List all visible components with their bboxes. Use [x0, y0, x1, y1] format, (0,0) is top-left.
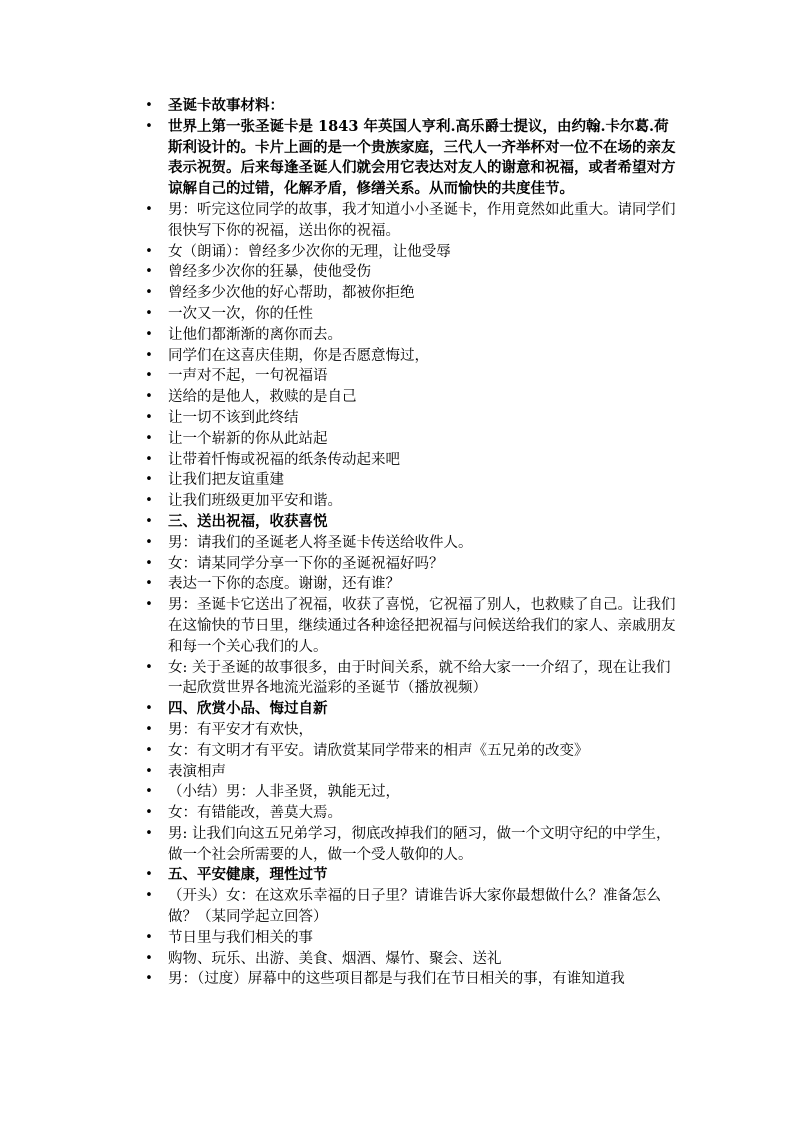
- bullet-icon: •: [145, 98, 153, 113]
- item-text: 女：有文明才有平安。请欣赏某同学带来的相声《五兄弟的改变》: [168, 742, 589, 759]
- item-text: 一次又一次，你的任性: [168, 305, 313, 322]
- bullet-icon: •: [145, 659, 153, 675]
- bullet-icon: •: [145, 950, 153, 966]
- list-item: [140, 450, 680, 471]
- item-text: 女（朗诵）：曾经多少次你的无理，让他受辱: [168, 243, 451, 260]
- list-item: [140, 720, 680, 741]
- list-item: [140, 803, 680, 824]
- list-item: [140, 658, 680, 700]
- list-item: [140, 283, 680, 304]
- item-text: 让一切不该到此终结: [168, 409, 299, 426]
- item-text: 女：请某同学分享一下你的圣诞祝福好吗？: [168, 555, 444, 572]
- item-text: 让我们把友谊重建: [168, 472, 284, 489]
- bullet-icon: •: [145, 326, 153, 342]
- item-text: 三、送出祝福，收获喜悦: [168, 512, 328, 530]
- bullet-icon: •: [145, 971, 153, 987]
- item-text: （小结）男：人非圣贤，孰能无过，: [168, 784, 400, 801]
- item-text: 曾经多少次他的好心帮助，都被你拒绝: [168, 285, 415, 302]
- list-item: [140, 366, 680, 387]
- bullet-icon: •: [145, 493, 153, 509]
- bullet-icon: •: [145, 368, 153, 384]
- bullet-icon: •: [145, 888, 153, 904]
- item-text: 男: 让我们向这五兄弟学习，彻底改掉我们的陋习，做一个文明守纪的中学生，做一个社会所需要的人，做一个受人敬仰的人。: [168, 825, 671, 863]
- list-item: [140, 554, 680, 575]
- bullet-icon: •: [145, 555, 153, 571]
- item-text: 男：有平安才有欢快，: [168, 721, 313, 738]
- list-item: [140, 262, 680, 283]
- bullet-icon: •: [145, 784, 153, 800]
- bullet-icon: •: [145, 285, 153, 301]
- bullet-icon: •: [145, 347, 153, 363]
- item-text: 让我们班级更加平安和谐。: [168, 493, 342, 510]
- item-text: （开头）女：在这欢乐幸福的日子里？请谁告诉大家你最想做什么？准备怎么做？（某同学起立回答）: [168, 888, 661, 926]
- bullet-icon: •: [145, 243, 153, 259]
- list-item: [140, 741, 680, 762]
- item-text: 男：请我们的圣诞老人将圣诞卡传送给收件人。: [168, 534, 473, 551]
- item-text: 让他们都渐渐的离你而去。: [168, 326, 342, 343]
- list-item: [140, 242, 680, 263]
- bullet-icon: •: [145, 701, 153, 717]
- item-text: 四、欣赏小品、悔过自新: [168, 700, 328, 718]
- item-text: 曾经多少次你的狂暴，使他受伤: [168, 264, 371, 281]
- list-item: [140, 969, 680, 990]
- bullet-icon: •: [145, 763, 153, 779]
- list-item: [140, 325, 680, 346]
- list-item: [140, 928, 680, 949]
- heading-item: [140, 117, 680, 200]
- item-text: 节日里与我们相关的事: [168, 929, 313, 946]
- bullet-icon: •: [145, 742, 153, 758]
- list-item: [140, 886, 680, 928]
- bullet-icon: •: [145, 805, 153, 821]
- item-text: 购物、玩乐、出游、美食、烟酒、爆竹、聚会、送礼: [168, 950, 502, 967]
- bullet-icon: •: [145, 430, 153, 446]
- list-item: [140, 574, 680, 595]
- list-item: [140, 949, 680, 970]
- list-item: [140, 304, 680, 325]
- bullet-list: [140, 96, 680, 990]
- item-text: 一声对不起，一句祝福语: [168, 368, 328, 385]
- item-text: 表演相声: [168, 763, 226, 780]
- heading-item: [140, 699, 680, 720]
- list-item: [140, 429, 680, 450]
- item-text: 让一个崭新的你从此站起: [168, 430, 328, 447]
- item-text: 让带着忏悔或祝福的纸条传动起来吧: [168, 451, 400, 468]
- list-item: [140, 200, 680, 242]
- item-text: 男：听完这位同学的故事，我才知道小小圣诞卡，作用竟然如此重大。请同学们很快写下你的祝福，送出你的祝福。: [168, 201, 676, 239]
- bullet-icon: •: [145, 721, 153, 737]
- item-text: 表达一下你的态度。谢谢，还有谁？: [168, 576, 400, 593]
- list-item: [140, 387, 680, 408]
- bullet-icon: •: [145, 534, 153, 550]
- item-text: 女：有错能改，善莫大焉。: [168, 805, 342, 822]
- item-text: 世界上第一张圣诞卡是 1843 年英国人亨利.高乐爵士提议，由约翰.卡尔葛.荷斯利设计的。卡片上画的是一个贵族家庭，三代人一齐举杯对一位不在场的亲友表示祝贺。后来每逢圣诞人们就会用它表达对友人的谢意和祝福，或者希望对方谅解自己的过错，化解矛盾，修缮关系。从而愉快的共度佳节。: [168, 117, 676, 198]
- bullet-icon: •: [145, 389, 153, 405]
- bullet-icon: •: [145, 451, 153, 467]
- list-item: [140, 491, 680, 512]
- list-item: [140, 824, 680, 866]
- bullet-icon: •: [145, 264, 153, 280]
- bullet-icon: •: [145, 576, 153, 592]
- list-item: [140, 533, 680, 554]
- bullet-icon: •: [145, 825, 153, 841]
- list-item: [140, 470, 680, 491]
- item-text: 五、平安健康，理性过节: [168, 866, 328, 884]
- list-item: [140, 782, 680, 803]
- bullet-icon: •: [145, 409, 153, 425]
- bullet-icon: •: [145, 201, 153, 217]
- item-text: 女: 关于圣诞的故事很多，由于时间关系，就不给大家一一介绍了，现在让我们一起欣赏世界各地流光溢彩的圣诞节（播放视频）: [168, 659, 671, 697]
- item-text: 男：（过度）屏幕中的这些项目都是与我们在节日相关的事，有谁知道我: [168, 971, 625, 988]
- list-item: [140, 408, 680, 429]
- item-text: 送给的是他人，救赎的是自己: [168, 389, 357, 406]
- item-text: 圣诞卡故事材料：: [168, 97, 284, 114]
- list-item: [140, 346, 680, 367]
- heading-item: [140, 865, 680, 886]
- item-text: 同学们在这喜庆佳期，你是否愿意悔过，: [168, 347, 429, 364]
- heading-item: [140, 512, 680, 533]
- bullet-icon: •: [145, 597, 153, 613]
- bullet-icon: •: [145, 513, 153, 529]
- bullet-icon: •: [145, 929, 153, 945]
- list-item: [140, 762, 680, 783]
- bullet-icon: •: [145, 305, 153, 321]
- item-text: 男：圣诞卡它送出了祝福，收获了喜悦，它祝福了别人，也救赎了自己。让我们在这愉快的节日里，继续通过各种途径把祝福与问候送给我们的家人、亲戚朋友和每一个关心我们的人。: [168, 597, 676, 655]
- heading-item: [140, 96, 680, 117]
- bullet-icon: •: [145, 867, 153, 883]
- list-item: [140, 595, 680, 657]
- bullet-icon: •: [145, 472, 153, 488]
- bullet-icon: •: [145, 118, 153, 134]
